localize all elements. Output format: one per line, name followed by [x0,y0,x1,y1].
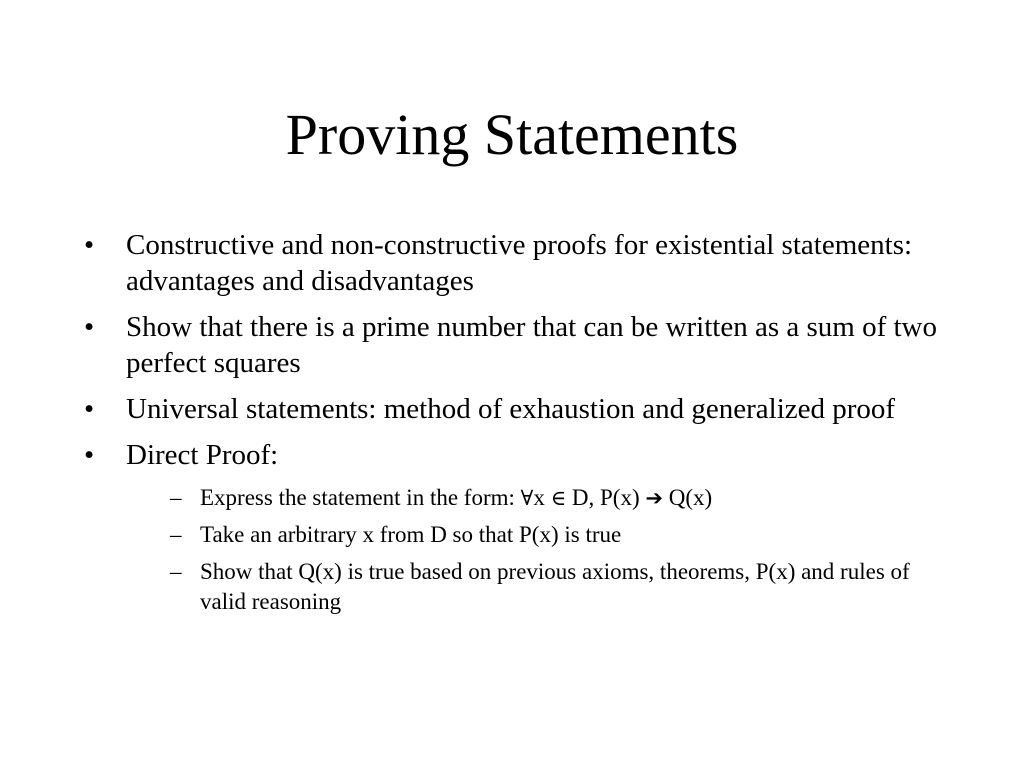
sub-bullet-item [170,483,944,513]
bullet-text: Direct Proof: [126,439,279,471]
element-of-symbol: ∈ [550,486,567,510]
sub-bullet-text: Take an arbitrary x from D so that P(x) is true [200,522,622,547]
bullet-marker: • [84,229,95,261]
bullet-item [84,437,944,473]
sub-bullet-item [170,557,944,617]
slide-title: Proving Statements [285,102,739,167]
bullet-text: Constructive and non-constructive proofs for existential statements: advantages and disadvantages [126,229,913,297]
sub-bullet-text-prefix: Express the statement in the form: [200,485,521,510]
bullet-text: Universal statements: method of exhaustion and generalized proof [126,393,896,425]
implies-arrow-icon: ➔ [645,486,663,510]
sub-bullet-text: Show that Q(x) is true based on previous axioms, theorems, P(x) and rules of valid reasoning [200,559,910,614]
sub-bullet-marker: – [170,485,182,510]
forall-symbol: ∀ [520,486,534,510]
sub-bullet-variable: x [533,485,551,510]
sub-bullet-marker: – [170,559,182,584]
sub-bullet-item [170,520,944,550]
sub-bullet-marker: – [170,522,182,547]
sub-bullet-text-rest: D, P(x) [566,485,646,510]
bullet-item [84,227,944,299]
bullet-marker: • [84,439,95,471]
sub-bullet-text-tail: Q(x) [662,485,713,510]
bullet-marker: • [84,311,95,343]
slide-body [84,227,944,624]
bullet-item [84,391,944,427]
bullet-marker: • [84,393,95,425]
bullet-item [84,309,944,381]
bullet-text: Show that there is a prime number that can be written as a sum of two perfect squares [126,311,937,379]
